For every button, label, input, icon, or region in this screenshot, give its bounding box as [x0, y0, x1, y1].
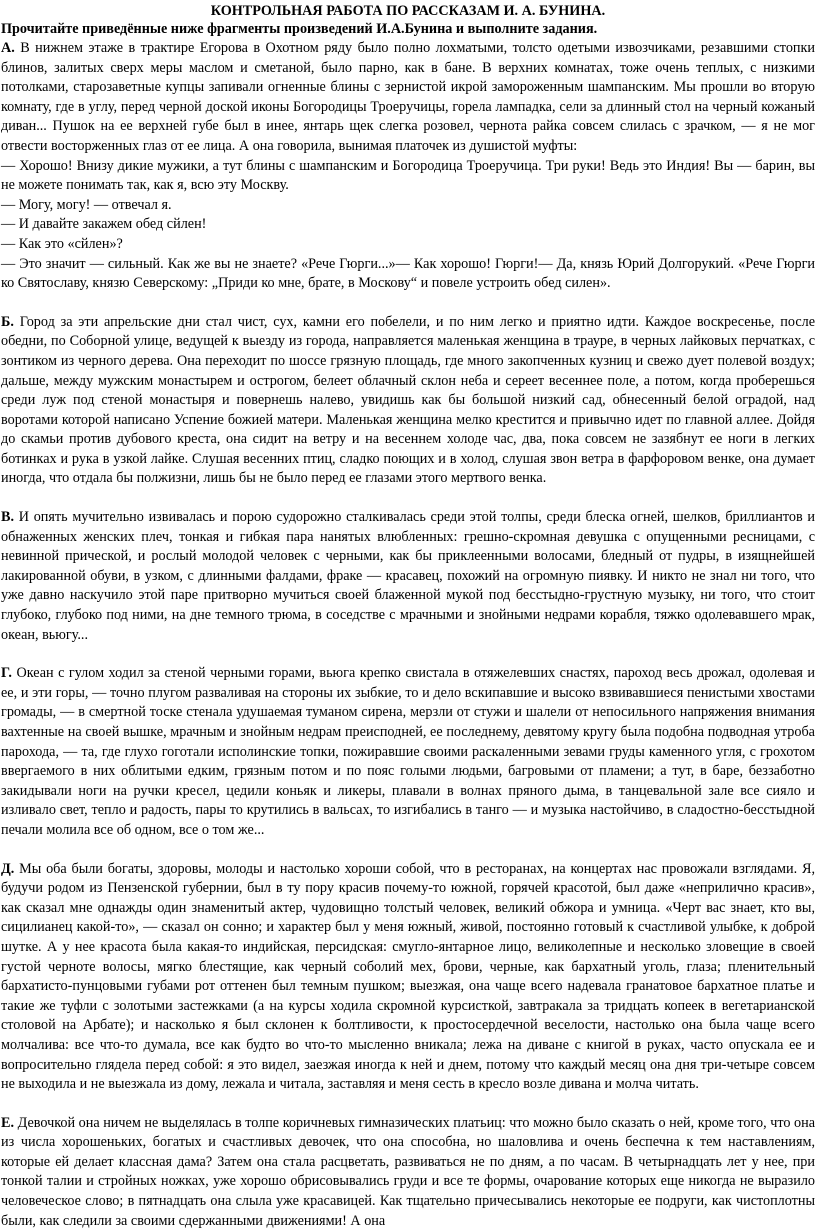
fragment-e-letter: Е. — [1, 1114, 15, 1131]
fragment-a-dialogue-4: — Как это «сйлен»? — [1, 235, 123, 252]
fragment-a-dialogue-2: — Могу, могу! — отвечал я. — [1, 196, 172, 213]
fragment-e-paragraph — [1, 1114, 815, 1231]
fragment-a — [1, 39, 815, 294]
spacer — [1, 294, 815, 313]
fragment-a-dialogue-1: — Хорошо! Внизу дикие мужики, а тут блины с шампанским и Богородица Троеручица. Три руки! Ведь это Индия! Вы — барин, вы не можете понимать так, как я, всю эту Москву. — [1, 157, 815, 194]
fragment-v — [1, 508, 815, 645]
fragment-v-paragraph — [1, 508, 815, 645]
fragment-d-letter: Д. — [1, 860, 15, 877]
document-title: КОНТРОЛЬНАЯ РАБОТА ПО РАССКАЗАМ И. А. БУНИНА. — [210, 3, 606, 19]
fragment-b-letter: Б. — [1, 313, 14, 330]
spacer — [1, 489, 815, 508]
fragment-d-paragraph — [1, 860, 815, 1095]
fragment-g-paragraph — [1, 664, 815, 840]
fragment-b-paragraph — [1, 313, 815, 489]
fragment-e-text: Девочкой она ничем не выделялась в толпе коричневых гимназических платьиц: что можно было сказать о ней, кроме того, что она из числа хорошеньких, богатых и счастливых девочек, что она способна, но шаловлива и очень беспечна к тем наставлениям, которые ей делает классная дама? Затем она стала расцветать, развиваться не по дням, а по часам. В четырнадцать лет у нее, при тонкой талии и стройных ножках, уже хорошо обрисовывались груди и все те формы, очарование которых еще никогда не выразило человеческое слово; в пятнадцать она слыла уже красавицей. Как тщательно причесывались некоторые ее подруги, как чистоплотны были, как следили за своими сдержанными движениями! А она — [1, 1114, 815, 1229]
fragment-g-letter: Г. — [1, 665, 12, 682]
fragment-a-dialogue-5: — Это значит — сильный. Как же вы не знаете? «Рече Гюрги...»— Как хорошо! Гюрги!— Да, князь Юрий Долгорукий. «Рече Гюрги ко Святославу, князю Северскому: „Приди ко мне, брате, в Москову“ и повеле устроить обед силен». — [1, 255, 815, 292]
fragment-a-letter: А. — [1, 40, 15, 56]
fragment-a-dialogue-3: — И давайте закажем обед сйлен! — [1, 216, 207, 233]
document-instructions: Прочитайте приведённые ниже фрагменты произведений И.А.Бунина и выполните задания. — [1, 21, 598, 37]
fragment-g-text: Океан с гулом ходил за стеной черными горами, вьюга крепко свистала в отяжелевших снастях, пароход весь дрожал, одолевая и ее, и эти горы, — точно плугом разваливая на стороны их зыбкие, то и дело вскипавшие и высоко взвивавшиеся пенистыми хвостами громады, — в смертной тоске стенала удушаемая туманом сирена, мерзли от стужи и шалели от непосильного напряжения внимания вахтенные на своей вышке, мрачным и знойным недрам преисподней, ее последнему, девятому кругу была подобна подводная утроба парохода, — та, где глухо гоготали исполинские топки, пожиравшие своими раскаленными зевами груды каменного угля, с грохотом ввергаемого в них облитыми едким, грязным потом и по пояс голыми людьми, багровыми от пламени; а тут, в баре, беззаботно закидывали ноги на ручки кресел, цедили коньяк и ликеры, плавали в волнах пряного дыма, в танцевальной зале все сияло и изливало свет, тепло и радость, пары то крутились в вальсах, то изгибались в танго — и музыка настойчиво, в сладостно-бесстыдной печали молила все об одном, все о том же... — [1, 665, 815, 838]
spacer — [1, 645, 815, 664]
fragment-b — [1, 313, 815, 489]
spacer — [1, 1095, 815, 1114]
fragment-e — [1, 1114, 815, 1231]
fragment-b-text: Город за эти апрельские дни стал чист, сух, камни его побелели, и по ним легко и приятно идти. Каждое воскресенье, после обедни, по Соборной улице, ведущей к выезду из города, направляется маленькая женщина в трауре, в черных лайковых перчатках, с зонтиком из черного дерева. Она переходит по шоссе грязную площадь, где много закопченных кузниц и свежо дует полевой воздух; дальше, между мужским монастырем и острогом, белеет облачный склон неба и сереет весеннее поле, а потом, когда проберешься среди луж под стеной монастыря и повернешь налево, увидишь как бы большой низкий сад, обнесенный белой оградой, над воротами которой написано Успение божией матери. Маленькая женщина мелко крестится и привычно идет по главной аллее. Дойдя до скамьи против дубового креста, она сидит на ветру и на весеннем холоде час, два, пока совсем не зазябнут ее ноги в легких ботинках и рука в узкой лайке. Слушая весенних птиц, сладко поющих и в холод, слушая звон ветра в фарфоровом венке, она думает иногда, что отдала бы полжизни, лишь бы не было перед ее глазами этого мертвого венка. — [1, 313, 815, 487]
fragment-v-text: И опять мучительно извивалась и порою судорожно сталкивалась среди этой толпы, среди блеска огней, шелков, бриллиантов и обнаженных женских плеч, тонкая и гибкая пара нанятых влюбленных: грешно-скромная девушка с опущенными ресницами, с невинной прической, и рослый молодой человек с черными, как бы приклеенными волосами, бледный от пудры, в изящнейшей лакированной обуви, в узком, с длинными фалдами, фраке — красавец, похожий на огромную пиявку. И никто не знал ни того, что уже давно наскучило этой паре притворно мучиться своей блаженной мукой под бесстыдно-грустную музыку, ни того, что стоит глубоко, глубоко под ними, на дне темного трюма, в соседстве с мрачными и знойными недрами корабля, тяжко одолевавшего мрак, океан, вьюгу... — [1, 509, 815, 643]
fragment-d — [1, 860, 815, 1095]
fragment-d-text: Мы оба были богаты, здоровы, молоды и настолько хороши собой, что в ресторанах, на концертах нас провожали взглядами. Я, будучи родом из Пензенской губернии, был в ту пору красив почему-то южной, горячей красотой, был даже «неприлично красив», как сказал мне однажды один знаменитый актер, чудовищно толстый человек, великий обжора и умница. «Черт вас знает, кто вы, сицилианец какой-то», — сказал он сонно; и характер был у меня южный, живой, постоянно готовый к счастливой улыбке, к доброй шутке. А у нее красота была какая-то индийская, персидская: смугло-янтарное лицо, великолепные и несколько зловещие в своей густой черноте волосы, мягко блестящие, как черный соболий мех, брови, черные, как бархатный уголь, глаза; пленительный бархатисто-пунцовыми губами рот оттенен был темным пушком; выезжая, она чаще всего надевала гранатовое бархатное платье и такие же туфли с золотыми застежками (а на курсы ходила скромной курсисткой, завтракала за тридцать копеек в вегетарианской столовой на Арбате); и насколько я был склонен к болтливости, к простосердечной веселости, настолько она была чаще всего молчалива: все что-то думала, все как будто во что-то мысленно вникала; лежа на диване с книгой в руках, часто опускала ее и вопросительно глядела перед собой: я это видел, заезжая иногда к ней и днем, потому что каждый месяц она дня три-четыре совсем не выходила и не выезжала из дому, лежала и читала, заставляя и меня сесть в кресло возле дивана и молча читать. — [1, 860, 815, 1093]
spacer — [1, 841, 815, 860]
fragment-g — [1, 664, 815, 840]
fragment-a-paragraph — [1, 39, 815, 157]
fragment-a-text: В нижнем этаже в трактире Егорова в Охотном ряду было полно лохматыми, толсто одетыми извозчиками, резавшими стопки блинов, залитых сверх меры маслом и сметаной, было парно, как в бане. В верхних комнатах, тоже очень теплых, с низкими потолками, старозаветные купцы запивали огненные блины с зернистой икрой замороженным шампанским. Мы прошли во вторую комнату, где в углу, перед черной доской иконы Богородицы Троеручицы, горела лампадка, сели за длинный стол на черный кожаный диван... Пушок на ее верхней губе был в инее, янтарь щек слегка розовел, чернота райка совсем слилась с зрачком, — я не мог отвести восторженных глаз от ее лица. А она говорила, вынимая платочек из душистой муфты: — [1, 40, 815, 154]
fragment-v-letter: В. — [1, 509, 15, 526]
